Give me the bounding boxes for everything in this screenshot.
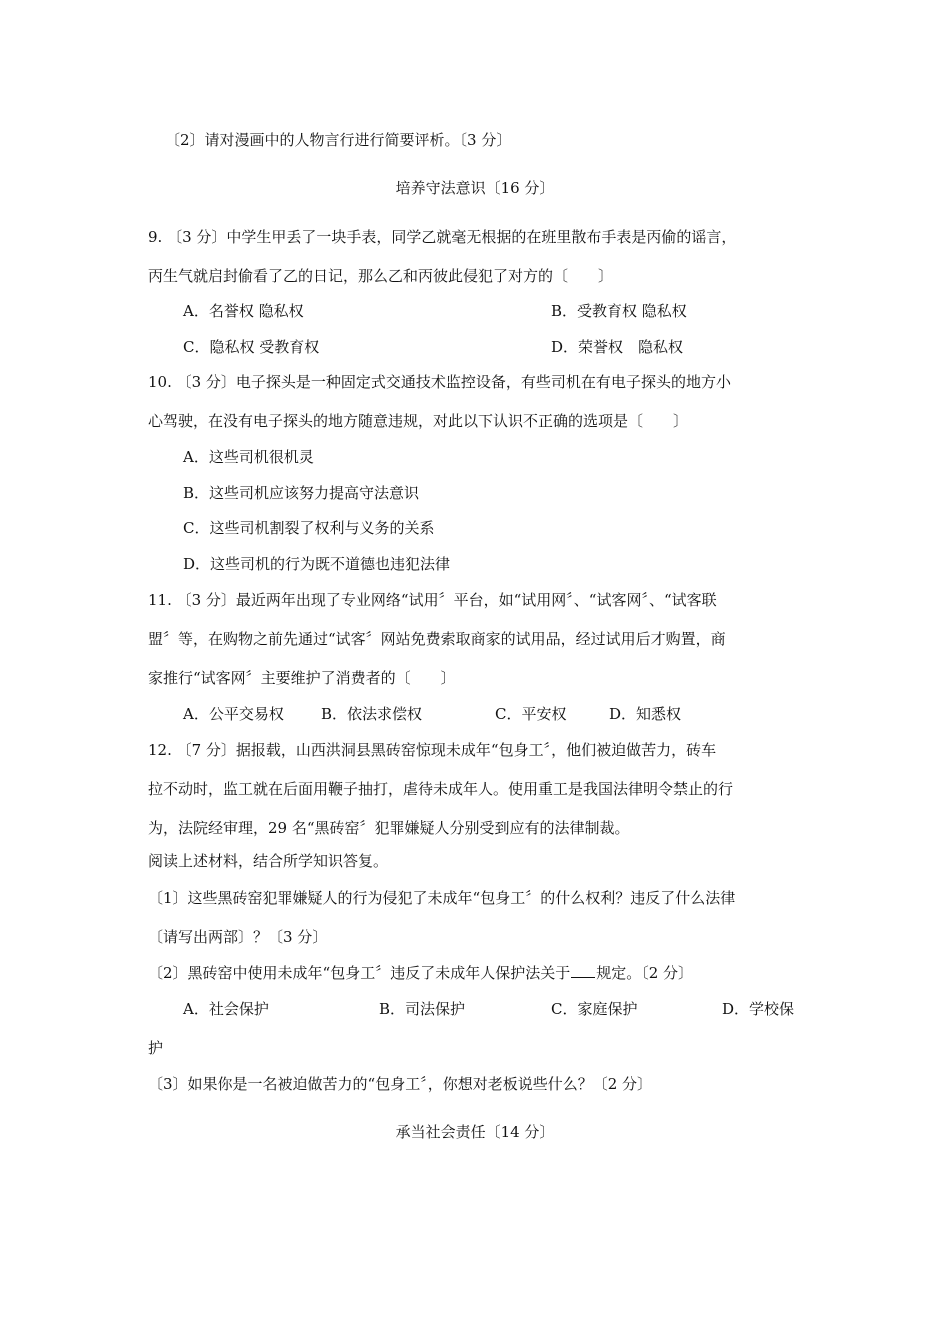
q9-stem-line1: 9. 〔3 分〕中学生甲丢了一块手表，同学乙就毫无根据的在班里散布手表是丙偷的谣言， xyxy=(148,228,737,246)
q10-stem-line1: 10. 〔3 分〕电子探头是一种固定式交通技术监控设备，有些司机在有电子探头的地方小 xyxy=(148,373,731,391)
q12-part2 xyxy=(148,963,693,983)
q9-option-b: B．受教育权 隐私权 xyxy=(551,302,687,320)
q12-part1-line1: 〔1〕这些黑砖窑犯罪嫌疑人的行为侵犯了未成年“包身工〞的什么权利？违反了什么法律 xyxy=(148,889,736,907)
section-title-responsibility: 承当社会责任〔14 分〕 xyxy=(395,1123,555,1141)
q12-part2-option-a: A．社会保护 xyxy=(183,1000,269,1018)
q9-option-a: A．名誉权 隐私权 xyxy=(183,302,304,320)
q8-part2: 〔2〕请对漫画中的人物言行进行简要评析。〔3 分〕 xyxy=(165,131,512,149)
q11-option-d: D．知悉权 xyxy=(609,705,682,723)
q12-instruction: 阅读上述材料，结合所学知识答复。 xyxy=(148,852,389,870)
q11-option-a: A．公平交易权 xyxy=(183,705,284,723)
answer-blank[interactable] xyxy=(571,963,595,978)
q12-part2-after: 规定。〔2 分〕 xyxy=(596,964,694,982)
q10-option-d: D．这些司机的行为既不道德也违犯法律 xyxy=(183,555,451,573)
q12-part2-option-c: C．家庭保护 xyxy=(551,1000,638,1018)
q10-option-c: C．这些司机割裂了权利与义务的关系 xyxy=(183,519,435,537)
q11-stem-line3: 家推行“试客网〞主要维护了消费者的〔 〕 xyxy=(148,669,456,687)
q11-stem-line2: 盟〞等，在购物之前先通过“试客〞网站免费索取商家的试用品，经过试用后才购置，商 xyxy=(148,630,726,648)
q12-part3: 〔3〕如果你是一名被迫做苦力的“包身工〞，你想对老板说些什么？〔2 分〕 xyxy=(148,1075,653,1093)
q12-part1-line2: 〔请写出两部〕？〔3 分〕 xyxy=(148,928,328,946)
q11-option-b: B．依法求偿权 xyxy=(321,705,423,723)
q12-part2-option-d: D．学校保 xyxy=(722,1000,795,1018)
q10-option-b: B．这些司机应该努力提高守法意识 xyxy=(183,484,420,502)
q12-stem-line1: 12. 〔7 分〕据报载，山西洪洞县黑砖窑惊现未成年“包身工〞，他们被迫做苦力，砖车 xyxy=(148,741,717,759)
q10-option-a: A．这些司机很机灵 xyxy=(183,448,314,466)
q9-option-d: D．荣誉权 隐私权 xyxy=(551,338,684,356)
q12-part2-before: 〔2〕黑砖窑中使用未成年“包身工〞违反了未成年人保护法关于 xyxy=(148,964,571,982)
q12-stem-line3: 为，法院经审理，29 名“黑砖窑〞犯罪嫌疑人分别受到应有的法律制裁。 xyxy=(148,819,630,837)
q11-option-c: C．平安权 xyxy=(495,705,567,723)
q12-part2-option-b: B．司法保护 xyxy=(379,1000,466,1018)
section-title-law: 培养守法意识〔16 分〕 xyxy=(395,179,555,197)
q9-stem-line2: 丙生气就启封偷看了乙的日记，那么乙和丙彼此侵犯了对方的〔 〕 xyxy=(148,267,614,285)
q11-stem-line1: 11. 〔3 分〕最近两年出现了专业网络“试用〞平台，如“试用网〞、“试客网〞、“试客联 xyxy=(148,591,717,609)
q12-part2-option-wrap: 护 xyxy=(148,1039,164,1057)
q9-option-c: C．隐私权 受教育权 xyxy=(183,338,320,356)
q10-stem-line2: 心驾驶，在没有电子探头的地方随意违规，对此以下认识不正确的选项是〔 〕 xyxy=(148,412,689,430)
q12-stem-line2: 拉不动时，监工就在后面用鞭子抽打，虐待未成年人。使用重工是我国法律明令禁止的行 xyxy=(148,780,734,798)
